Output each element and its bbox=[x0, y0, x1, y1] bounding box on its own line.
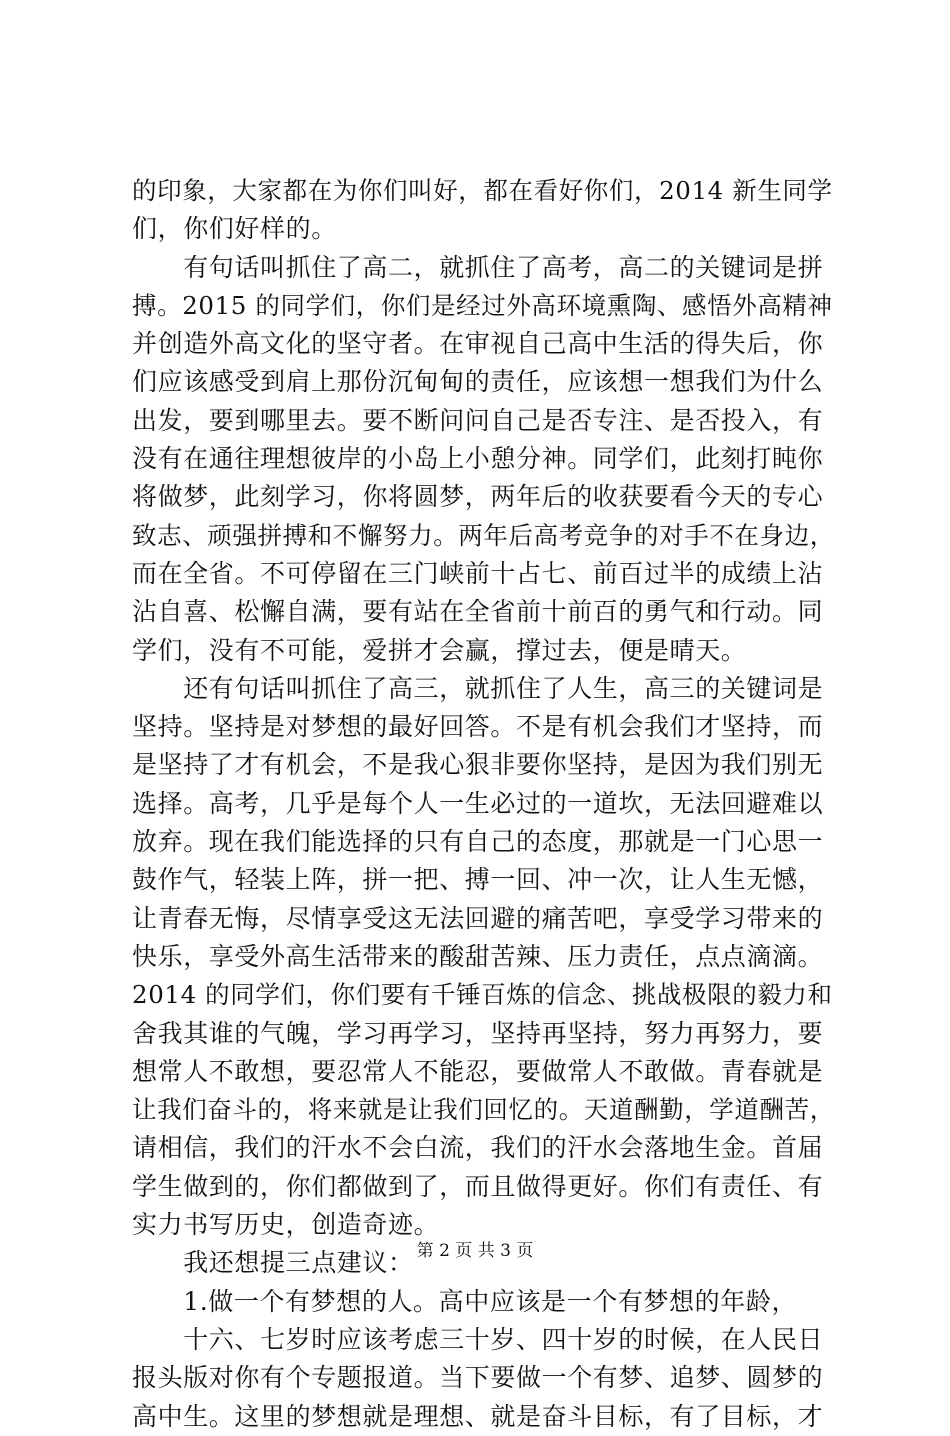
text-line: 没有在通往理想彼岸的小岛上小憩分神。同学们，此刻打盹你 bbox=[132, 444, 824, 474]
text-line: 们，你们好样的。 bbox=[132, 214, 337, 244]
text-line: 有句话叫抓住了高二，就抓住了高考，高二的关键词是拼 bbox=[132, 252, 824, 282]
text-line: 舍我其谁的气魄，学习再学习，坚持再坚持，努力再努力，要 bbox=[132, 1018, 824, 1048]
text-line: 十六、七岁时应该考虑三十岁、四十岁的时候，在人民日 bbox=[132, 1324, 824, 1354]
text-line: 鼓作气，轻装上阵，拼一把、搏一回、冲一次，让人生无憾， bbox=[132, 865, 824, 895]
text-line: 而在全省。不可停留在三门峡前十占七、前百过半的成绩上沾 bbox=[132, 558, 824, 588]
text-line: 选择。高考，几乎是每个人一生必过的一道坎，无法回避难以 bbox=[132, 788, 824, 818]
text-line: 我还想提三点建议： bbox=[132, 1248, 414, 1278]
text-line: 搏。2015 的同学们，你们是经过外高环境熏陶、感悟外高精神 bbox=[132, 290, 833, 320]
text-line: 们应该感受到肩上那份沉甸甸的责任，应该想一想我们为什么 bbox=[132, 367, 824, 397]
text-line: 放弃。现在我们能选择的只有自己的态度，那就是一门心思一 bbox=[132, 827, 824, 857]
text-line: 2014 的同学们，你们要有千锤百炼的信念、挑战极限的毅力和 bbox=[132, 980, 833, 1010]
text-line: 还有句话叫抓住了高三，就抓住了人生，高三的关键词是 bbox=[132, 673, 824, 703]
text-line: 快乐，享受外高生活带来的酸甜苦辣、压力责任，点点滴滴。 bbox=[132, 941, 824, 971]
text-line: 是坚持了才有机会，不是我心狠非要你坚持，是因为我们别无 bbox=[132, 750, 824, 780]
text-line: 实力书写历史，创造奇迹。 bbox=[132, 1210, 440, 1240]
text-line: 将做梦，此刻学习，你将圆梦，两年后的收获要看今天的专心 bbox=[132, 482, 824, 512]
text-line: 想常人不敢想，要忍常人不能忍，要做常人不敢做。青春就是 bbox=[132, 1056, 824, 1086]
text-line: 报头版对你有个专题报道。当下要做一个有梦、追梦、圆梦的 bbox=[132, 1363, 824, 1393]
text-line: 学们，没有不可能，爱拼才会赢，撑过去，便是晴天。 bbox=[132, 635, 747, 665]
text-line: 学生做到的，你们都做到了，而且做得更好。你们有责任、有 bbox=[132, 1171, 824, 1201]
text-line: 出发，要到哪里去。要不断问问自己是否专注、是否投入，有 bbox=[132, 405, 824, 435]
text-line: 的印象，大家都在为你们叫好，都在看好你们，2014 新生同学 bbox=[132, 176, 833, 205]
text-line: 高中生。这里的梦想就是理想、就是奋斗目标，有了目标，才 bbox=[132, 1401, 824, 1431]
page-footer bbox=[0, 1240, 950, 1262]
text-line: 让青春无悔，尽情享受这无法回避的痛苦吧，享受学习带来的 bbox=[132, 903, 824, 933]
text-line: 请相信，我们的汗水不会白流，我们的汗水会落地生金。首届 bbox=[132, 1133, 824, 1163]
text-line: 让我们奋斗的，将来就是让我们回忆的。天道酬勤，学道酬苦， bbox=[132, 1095, 835, 1125]
text-line: 1.做一个有梦想的人。高中应该是一个有梦想的年龄， bbox=[132, 1286, 798, 1316]
text-line: 致志、顽强拼搏和不懈努力。两年后高考竞争的对手不在身边， bbox=[132, 520, 835, 550]
text-line: 沾自喜、松懈自满，要有站在全省前十前百的勇气和行动。同 bbox=[132, 597, 824, 627]
page-number-label: 第 2 页 共 3 页 bbox=[416, 1241, 534, 1261]
text-line: 并创造外高文化的坚守者。在审视自己高中生活的得失后，你 bbox=[132, 329, 824, 359]
text-line: 坚持。坚持是对梦想的最好回答。不是有机会我们才坚持，而 bbox=[132, 712, 824, 742]
